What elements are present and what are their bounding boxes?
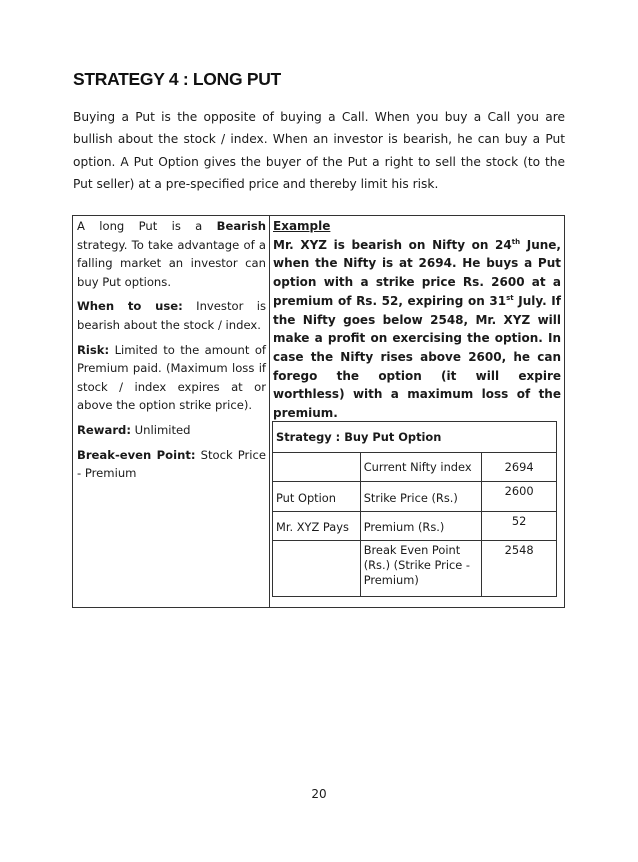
table-cell: 2694 bbox=[482, 453, 557, 482]
summary-description bbox=[77, 217, 266, 291]
risk-label: Risk: bbox=[77, 342, 110, 357]
summary-text: strategy. To take advantage of a falling market an investor can buy Put options. bbox=[77, 237, 266, 289]
break-even bbox=[77, 446, 266, 483]
table-cell: Strike Price (Rs.) bbox=[360, 482, 482, 512]
example-text bbox=[273, 236, 561, 423]
reward-label: Reward: bbox=[77, 422, 131, 437]
example-heading: Example bbox=[273, 219, 331, 233]
bearish-label: Bearish bbox=[216, 219, 266, 233]
break-even-label: Break-even Point: bbox=[77, 447, 196, 462]
table-cell: 2600 bbox=[482, 482, 557, 512]
table-header: Strategy : Buy Put Option bbox=[273, 422, 557, 453]
table-cell bbox=[273, 453, 361, 482]
example-section bbox=[273, 217, 561, 423]
example-text-part: Mr. XYZ is bearish on Nifty on 24 bbox=[273, 237, 512, 252]
intro-paragraph: Buying a Put is the opposite of buying a Call. When you buy a Call you are bullish about the stock / index. When an investor is bearish, he can buy a Put option. A Put Option gives the buyer of the Put a right to sell the stock (to the Put seller) at a pre-specified price and thereby limit his risk. bbox=[73, 110, 565, 192]
table-cell: 52 bbox=[482, 512, 557, 541]
table-row bbox=[273, 512, 557, 541]
when-label: When to use: bbox=[77, 299, 183, 314]
risk bbox=[77, 341, 266, 415]
ordinal-suffix: st bbox=[506, 293, 514, 302]
table-cell: Premium (Rs.) bbox=[360, 512, 482, 541]
break-even-text: Stock Price - Premium bbox=[77, 447, 266, 481]
when-to-use bbox=[77, 297, 266, 334]
strategy-table bbox=[272, 421, 557, 597]
table-cell: Break Even Point (Rs.) (Strike Price - Premium) bbox=[360, 541, 482, 597]
example-text-part: July. If the Nifty goes below 2548, Mr. XYZ will make a profit on exercising the option. In case the Nifty rises above 2600, he can forego the option (it will expire worthless) with a maximum loss of the premium. bbox=[273, 293, 561, 421]
reward-text: Unlimited bbox=[130, 422, 191, 437]
summary-text: A long Put is a bbox=[77, 219, 217, 233]
table-cell: Mr. XYZ Pays bbox=[273, 512, 361, 541]
page-number: 20 bbox=[311, 787, 327, 801]
table-cell: 2548 bbox=[482, 541, 557, 597]
when-text: Investor is bearish about the stock / index. bbox=[77, 299, 266, 332]
table-cell bbox=[273, 541, 361, 597]
strategy-summary bbox=[77, 217, 266, 489]
table-cell: Put Option bbox=[273, 482, 361, 512]
example-text-part: June, when the Nifty is at 2694. He buys a Put option with a strike price Rs. 2600 at a premium of Rs. 52, expiring on 31 bbox=[273, 237, 561, 308]
table-row bbox=[273, 541, 557, 597]
page-title: STRATEGY 4 : LONG PUT bbox=[73, 69, 281, 89]
table-row bbox=[273, 482, 557, 512]
table-row bbox=[273, 453, 557, 482]
reward bbox=[77, 421, 266, 440]
risk-text: Limited to the amount of Premium paid. (Maximum loss if stock / index expires at or above the option strike price). bbox=[77, 342, 266, 413]
ordinal-suffix: th bbox=[511, 237, 521, 246]
table-cell: Current Nifty index bbox=[360, 453, 482, 482]
column-divider bbox=[269, 215, 270, 608]
